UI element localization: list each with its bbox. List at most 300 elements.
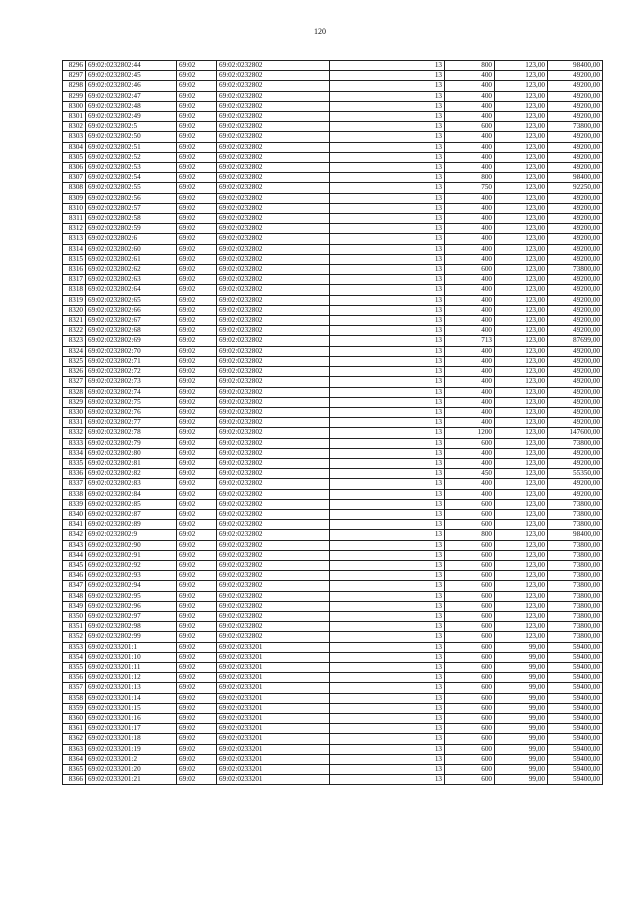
district-code-cell: 69:02 [177, 407, 217, 417]
cadastral-number-cell: 69:02:0232802:48 [86, 101, 177, 111]
cadastral-value-cell: 73800,00 [548, 611, 603, 621]
district-code-cell: 69:02 [177, 632, 217, 642]
row-number-cell: 8353 [63, 642, 86, 652]
specific-value-cell: 123,00 [495, 132, 548, 142]
cadastral-number-cell: 69:02:0232802:6 [86, 234, 177, 244]
row-number-cell: 8310 [63, 203, 86, 213]
district-code-cell: 69:02 [177, 61, 217, 71]
cadastral-number-cell: 69:02:0232802:82 [86, 469, 177, 479]
district-code-cell: 69:02 [177, 163, 217, 173]
area-cell: 400 [445, 377, 495, 387]
area-cell: 600 [445, 540, 495, 550]
specific-value-cell: 99,00 [495, 703, 548, 713]
cadastral-number-cell: 69:02:0233201:15 [86, 703, 177, 713]
row-number-cell: 8356 [63, 673, 86, 683]
cadastral-quarter-cell: 69:02:0232802 [217, 142, 330, 152]
area-cell: 600 [445, 265, 495, 275]
specific-value-cell: 123,00 [495, 571, 548, 581]
cadastral-value-cell: 73800,00 [548, 540, 603, 550]
specific-value-cell: 99,00 [495, 693, 548, 703]
category-code-cell: 13 [330, 703, 445, 713]
cadastral-number-cell: 69:02:0232802:67 [86, 316, 177, 326]
area-cell: 400 [445, 254, 495, 264]
cadastral-quarter-cell: 69:02:0232802 [217, 458, 330, 468]
row-number-cell: 8307 [63, 173, 86, 183]
cadastral-number-cell: 69:02:0233201:18 [86, 734, 177, 744]
category-code-cell: 13 [330, 407, 445, 417]
cadastral-number-cell: 69:02:0233201:13 [86, 683, 177, 693]
table-row [63, 163, 603, 173]
cadastral-quarter-cell: 69:02:0232802 [217, 326, 330, 336]
cadastral-quarter-cell: 69:02:0232802 [217, 540, 330, 550]
cadastral-quarter-cell: 69:02:0233201 [217, 734, 330, 744]
table-row [63, 479, 603, 489]
area-cell: 600 [445, 499, 495, 509]
cadastral-value-cell: 49200,00 [548, 101, 603, 111]
area-cell: 400 [445, 224, 495, 234]
table-row [63, 336, 603, 346]
district-code-cell: 69:02 [177, 693, 217, 703]
area-cell: 600 [445, 560, 495, 570]
cadastral-value-cell: 59400,00 [548, 693, 603, 703]
row-number-cell: 8298 [63, 81, 86, 91]
category-code-cell: 13 [330, 81, 445, 91]
district-code-cell: 69:02 [177, 775, 217, 785]
page-number: 120 [314, 27, 326, 36]
cadastral-quarter-cell: 69:02:0232802 [217, 428, 330, 438]
area-cell: 400 [445, 346, 495, 356]
row-number-cell: 8335 [63, 458, 86, 468]
district-code-cell: 69:02 [177, 428, 217, 438]
cadastral-quarter-cell: 69:02:0232802 [217, 499, 330, 509]
district-code-cell: 69:02 [177, 499, 217, 509]
district-code-cell: 69:02 [177, 714, 217, 724]
district-code-cell: 69:02 [177, 581, 217, 591]
table-row [63, 550, 603, 560]
area-cell: 600 [445, 754, 495, 764]
table-row [63, 469, 603, 479]
row-number-cell: 8339 [63, 499, 86, 509]
row-number-cell: 8296 [63, 61, 86, 71]
district-code-cell: 69:02 [177, 560, 217, 570]
table-row [63, 571, 603, 581]
table-row [63, 703, 603, 713]
cadastral-value-cell: 49200,00 [548, 112, 603, 122]
cadastral-value-cell: 49200,00 [548, 305, 603, 315]
district-code-cell: 69:02 [177, 254, 217, 264]
row-number-cell: 8364 [63, 754, 86, 764]
district-code-cell: 69:02 [177, 601, 217, 611]
row-number-cell: 8309 [63, 193, 86, 203]
cadastral-number-cell: 69:02:0233201:17 [86, 724, 177, 734]
row-number-cell: 8360 [63, 714, 86, 724]
table-row [63, 581, 603, 591]
category-code-cell: 13 [330, 509, 445, 519]
specific-value-cell: 123,00 [495, 540, 548, 550]
area-cell: 400 [445, 163, 495, 173]
area-cell: 400 [445, 101, 495, 111]
cadastral-value-cell: 49200,00 [548, 275, 603, 285]
cadastral-value-cell: 49200,00 [548, 234, 603, 244]
cadastral-quarter-cell: 69:02:0233201 [217, 775, 330, 785]
table-row [63, 683, 603, 693]
area-cell: 600 [445, 122, 495, 132]
table-row [63, 203, 603, 213]
cadastral-number-cell: 69:02:0232802:98 [86, 622, 177, 632]
district-code-cell: 69:02 [177, 265, 217, 275]
cadastral-quarter-cell: 69:02:0232802 [217, 601, 330, 611]
row-number-cell: 8303 [63, 132, 86, 142]
area-cell: 400 [445, 397, 495, 407]
category-code-cell: 13 [330, 61, 445, 71]
table-row [63, 193, 603, 203]
table-row [63, 122, 603, 132]
specific-value-cell: 123,00 [495, 438, 548, 448]
table-row [63, 112, 603, 122]
category-code-cell: 13 [330, 499, 445, 509]
row-number-cell: 8358 [63, 693, 86, 703]
specific-value-cell: 123,00 [495, 632, 548, 642]
specific-value-cell: 123,00 [495, 601, 548, 611]
cadastral-number-cell: 69:02:0232802:83 [86, 479, 177, 489]
district-code-cell: 69:02 [177, 377, 217, 387]
row-number-cell: 8331 [63, 418, 86, 428]
area-cell: 600 [445, 734, 495, 744]
specific-value-cell: 123,00 [495, 203, 548, 213]
district-code-cell: 69:02 [177, 611, 217, 621]
district-code-cell: 69:02 [177, 244, 217, 254]
cadastral-number-cell: 69:02:0232802:53 [86, 163, 177, 173]
cadastral-quarter-cell: 69:02:0232802 [217, 479, 330, 489]
category-code-cell: 13 [330, 754, 445, 764]
category-code-cell: 13 [330, 275, 445, 285]
category-code-cell: 13 [330, 448, 445, 458]
specific-value-cell: 123,00 [495, 316, 548, 326]
specific-value-cell: 123,00 [495, 275, 548, 285]
area-cell: 400 [445, 81, 495, 91]
district-code-cell: 69:02 [177, 91, 217, 101]
row-number-cell: 8362 [63, 734, 86, 744]
category-code-cell: 13 [330, 428, 445, 438]
cadastral-quarter-cell: 69:02:0232802 [217, 305, 330, 315]
row-number-cell: 8344 [63, 550, 86, 560]
table-row [63, 499, 603, 509]
cadastral-number-cell: 69:02:0233201:21 [86, 775, 177, 785]
row-number-cell: 8330 [63, 407, 86, 417]
specific-value-cell: 123,00 [495, 71, 548, 81]
row-number-cell: 8306 [63, 163, 86, 173]
district-code-cell: 69:02 [177, 744, 217, 754]
category-code-cell: 13 [330, 101, 445, 111]
district-code-cell: 69:02 [177, 469, 217, 479]
cadastral-quarter-cell: 69:02:0232802 [217, 397, 330, 407]
specific-value-cell: 123,00 [495, 489, 548, 499]
cadastral-quarter-cell: 69:02:0232802 [217, 591, 330, 601]
specific-value-cell: 99,00 [495, 734, 548, 744]
cadastral-value-cell: 49200,00 [548, 489, 603, 499]
cadastral-quarter-cell: 69:02:0232802 [217, 581, 330, 591]
specific-value-cell: 123,00 [495, 458, 548, 468]
district-code-cell: 69:02 [177, 305, 217, 315]
district-code-cell: 69:02 [177, 224, 217, 234]
row-number-cell: 8327 [63, 377, 86, 387]
cadastral-number-cell: 69:02:0233201:12 [86, 673, 177, 683]
district-code-cell: 69:02 [177, 193, 217, 203]
table-row [63, 622, 603, 632]
category-code-cell: 13 [330, 530, 445, 540]
row-number-cell: 8348 [63, 591, 86, 601]
row-number-cell: 8328 [63, 387, 86, 397]
category-code-cell: 13 [330, 295, 445, 305]
category-code-cell: 13 [330, 520, 445, 530]
area-cell: 600 [445, 693, 495, 703]
row-number-cell: 8311 [63, 214, 86, 224]
cadastral-value-cell: 49200,00 [548, 254, 603, 264]
specific-value-cell: 123,00 [495, 356, 548, 366]
district-code-cell: 69:02 [177, 724, 217, 734]
cadastral-number-cell: 69:02:0232802:65 [86, 295, 177, 305]
cadastral-quarter-cell: 69:02:0232802 [217, 193, 330, 203]
cadastral-quarter-cell: 69:02:0232802 [217, 336, 330, 346]
category-code-cell: 13 [330, 112, 445, 122]
cadastral-number-cell: 69:02:0232802:72 [86, 367, 177, 377]
district-code-cell: 69:02 [177, 203, 217, 213]
cadastral-value-cell: 49200,00 [548, 448, 603, 458]
cadastral-number-cell: 69:02:0232802:64 [86, 285, 177, 295]
area-cell: 400 [445, 285, 495, 295]
cadastral-value-cell: 73800,00 [548, 122, 603, 132]
row-number-cell: 8346 [63, 571, 86, 581]
district-code-cell: 69:02 [177, 152, 217, 162]
category-code-cell: 13 [330, 652, 445, 662]
area-cell: 600 [445, 714, 495, 724]
district-code-cell: 69:02 [177, 662, 217, 672]
specific-value-cell: 123,00 [495, 142, 548, 152]
cadastral-quarter-cell: 69:02:0233201 [217, 744, 330, 754]
row-number-cell: 8329 [63, 397, 86, 407]
district-code-cell: 69:02 [177, 295, 217, 305]
cadastral-number-cell: 69:02:0232802:77 [86, 418, 177, 428]
table-row [63, 438, 603, 448]
table-row [63, 244, 603, 254]
specific-value-cell: 99,00 [495, 754, 548, 764]
area-cell: 400 [445, 71, 495, 81]
table-row [63, 254, 603, 264]
cadastral-number-cell: 69:02:0232802:50 [86, 132, 177, 142]
area-cell: 800 [445, 530, 495, 540]
cadastral-value-cell: 49200,00 [548, 81, 603, 91]
cadastral-quarter-cell: 69:02:0232802 [217, 316, 330, 326]
cadastral-number-cell: 69:02:0232802:95 [86, 591, 177, 601]
row-number-cell: 8361 [63, 724, 86, 734]
cadastral-quarter-cell: 69:02:0232802 [217, 101, 330, 111]
category-code-cell: 13 [330, 611, 445, 621]
area-cell: 400 [445, 193, 495, 203]
specific-value-cell: 99,00 [495, 642, 548, 652]
district-code-cell: 69:02 [177, 214, 217, 224]
row-number-cell: 8341 [63, 520, 86, 530]
category-code-cell: 13 [330, 173, 445, 183]
district-code-cell: 69:02 [177, 397, 217, 407]
cadastral-value-cell: 73800,00 [548, 520, 603, 530]
cadastral-quarter-cell: 69:02:0232802 [217, 224, 330, 234]
cadastral-quarter-cell: 69:02:0232802 [217, 112, 330, 122]
area-cell: 600 [445, 601, 495, 611]
row-number-cell: 8336 [63, 469, 86, 479]
cadastral-quarter-cell: 69:02:0232802 [217, 71, 330, 81]
row-number-cell: 8302 [63, 122, 86, 132]
specific-value-cell: 99,00 [495, 714, 548, 724]
area-cell: 600 [445, 724, 495, 734]
specific-value-cell: 99,00 [495, 652, 548, 662]
category-code-cell: 13 [330, 397, 445, 407]
area-cell: 600 [445, 765, 495, 775]
table-row [63, 520, 603, 530]
district-code-cell: 69:02 [177, 652, 217, 662]
cadastral-number-cell: 69:02:0232802:51 [86, 142, 177, 152]
cadastral-value-cell: 49200,00 [548, 244, 603, 254]
table-row [63, 652, 603, 662]
category-code-cell: 13 [330, 122, 445, 132]
row-number-cell: 8357 [63, 683, 86, 693]
specific-value-cell: 123,00 [495, 61, 548, 71]
area-cell: 400 [445, 387, 495, 397]
area-cell: 400 [445, 316, 495, 326]
row-number-cell: 8350 [63, 611, 86, 621]
cadastral-number-cell: 69:02:0232802:99 [86, 632, 177, 642]
cadastral-value-cell: 59400,00 [548, 754, 603, 764]
cadastral-quarter-cell: 69:02:0232802 [217, 367, 330, 377]
district-code-cell: 69:02 [177, 734, 217, 744]
category-code-cell: 13 [330, 734, 445, 744]
category-code-cell: 13 [330, 377, 445, 387]
district-code-cell: 69:02 [177, 622, 217, 632]
cadastral-number-cell: 69:02:0232802:57 [86, 203, 177, 213]
cadastral-quarter-cell: 69:02:0232802 [217, 407, 330, 417]
cadastral-value-cell: 98400,00 [548, 530, 603, 540]
row-number-cell: 8318 [63, 285, 86, 295]
cadastral-value-cell: 73800,00 [548, 601, 603, 611]
cadastral-quarter-cell: 69:02:0232802 [217, 560, 330, 570]
cadastral-quarter-cell: 69:02:0233201 [217, 652, 330, 662]
category-code-cell: 13 [330, 71, 445, 81]
cadastral-value-cell: 59400,00 [548, 724, 603, 734]
category-code-cell: 13 [330, 765, 445, 775]
district-code-cell: 69:02 [177, 530, 217, 540]
specific-value-cell: 123,00 [495, 101, 548, 111]
category-code-cell: 13 [330, 356, 445, 366]
cadastral-number-cell: 69:02:0233201:14 [86, 693, 177, 703]
area-cell: 600 [445, 520, 495, 530]
row-number-cell: 8363 [63, 744, 86, 754]
row-number-cell: 8326 [63, 367, 86, 377]
table-row [63, 560, 603, 570]
cadastral-value-cell: 49200,00 [548, 356, 603, 366]
row-number-cell: 8351 [63, 622, 86, 632]
cadastral-number-cell: 69:02:0233201:20 [86, 765, 177, 775]
cadastral-number-cell: 69:02:0232802:75 [86, 397, 177, 407]
category-code-cell: 13 [330, 540, 445, 550]
district-code-cell: 69:02 [177, 142, 217, 152]
cadastral-number-cell: 69:02:0232802:76 [86, 407, 177, 417]
district-code-cell: 69:02 [177, 387, 217, 397]
cadastral-quarter-cell: 69:02:0232802 [217, 163, 330, 173]
cadastral-value-cell: 49200,00 [548, 224, 603, 234]
specific-value-cell: 123,00 [495, 428, 548, 438]
cadastral-quarter-cell: 69:02:0233201 [217, 714, 330, 724]
cadastral-number-cell: 69:02:0232802:49 [86, 112, 177, 122]
area-cell: 400 [445, 203, 495, 213]
table-row [63, 214, 603, 224]
cadastral-value-cell: 59400,00 [548, 703, 603, 713]
specific-value-cell: 123,00 [495, 244, 548, 254]
cadastral-quarter-cell: 69:02:0232802 [217, 622, 330, 632]
table-row [63, 662, 603, 672]
specific-value-cell: 123,00 [495, 173, 548, 183]
cadastral-number-cell: 69:02:0232802:97 [86, 611, 177, 621]
cadastral-number-cell: 69:02:0233201:16 [86, 714, 177, 724]
category-code-cell: 13 [330, 581, 445, 591]
district-code-cell: 69:02 [177, 367, 217, 377]
table-row [63, 734, 603, 744]
area-cell: 400 [445, 142, 495, 152]
cadastral-number-cell: 69:02:0232802:94 [86, 581, 177, 591]
row-number-cell: 8319 [63, 295, 86, 305]
specific-value-cell: 123,00 [495, 591, 548, 601]
district-code-cell: 69:02 [177, 571, 217, 581]
table-row [63, 183, 603, 193]
cadastral-quarter-cell: 69:02:0233201 [217, 673, 330, 683]
row-number-cell: 8305 [63, 152, 86, 162]
area-cell: 600 [445, 642, 495, 652]
specific-value-cell: 123,00 [495, 234, 548, 244]
cadastral-quarter-cell: 69:02:0232802 [217, 265, 330, 275]
district-code-cell: 69:02 [177, 540, 217, 550]
cadastral-number-cell: 69:02:0233201:10 [86, 652, 177, 662]
cadastral-value-cell: 87699,00 [548, 336, 603, 346]
cadastral-number-cell: 69:02:0232802:91 [86, 550, 177, 560]
area-cell: 400 [445, 214, 495, 224]
cadastral-value-cell: 73800,00 [548, 591, 603, 601]
category-code-cell: 13 [330, 203, 445, 213]
cadastral-value-cell: 49200,00 [548, 163, 603, 173]
area-cell: 400 [445, 458, 495, 468]
cadastral-value-cell: 98400,00 [548, 61, 603, 71]
row-number-cell: 8334 [63, 448, 86, 458]
area-cell: 600 [445, 611, 495, 621]
cadastral-value-cell: 98400,00 [548, 173, 603, 183]
category-code-cell: 13 [330, 336, 445, 346]
table-row [63, 407, 603, 417]
cadastral-number-cell: 69:02:0232802:84 [86, 489, 177, 499]
area-cell: 400 [445, 152, 495, 162]
area-cell: 400 [445, 244, 495, 254]
district-code-cell: 69:02 [177, 132, 217, 142]
category-code-cell: 13 [330, 632, 445, 642]
district-code-cell: 69:02 [177, 112, 217, 122]
category-code-cell: 13 [330, 316, 445, 326]
cadastral-number-cell: 69:02:0232802:70 [86, 346, 177, 356]
table-row [63, 530, 603, 540]
cadastral-quarter-cell: 69:02:0233201 [217, 754, 330, 764]
table-row [63, 765, 603, 775]
area-cell: 400 [445, 479, 495, 489]
cadastral-number-cell: 69:02:0232802:78 [86, 428, 177, 438]
cadastral-number-cell: 69:02:0232802:80 [86, 448, 177, 458]
area-cell: 600 [445, 744, 495, 754]
district-code-cell: 69:02 [177, 591, 217, 601]
cadastral-number-cell: 69:02:0232802:89 [86, 520, 177, 530]
